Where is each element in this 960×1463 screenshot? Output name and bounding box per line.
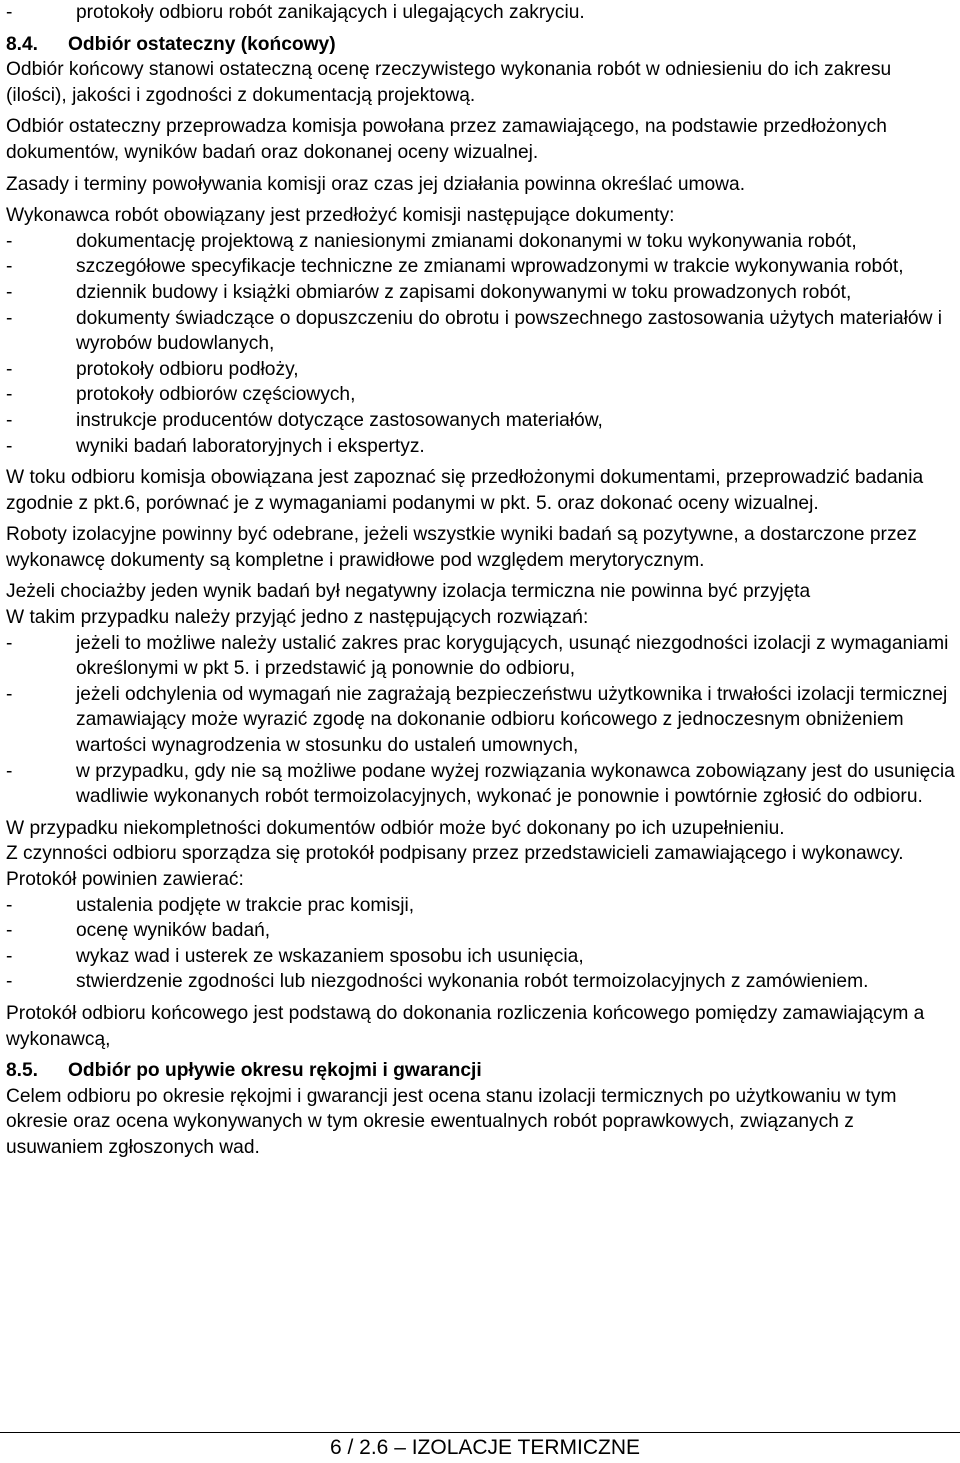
list-item-text: ustalenia podjęte w trakcie prac komisji, xyxy=(76,894,415,916)
list-item-text: dokumenty świadczące o dopuszczeniu do obrotu i powszechnego zastosowania użytych materiałów i wyrobów budowlanych, xyxy=(76,307,943,355)
paragraph: Roboty izolacyjne powinny być odebrane, jeżeli wszystkie wyniki badań są pozytywne, a dostarczone przez wykonawcę dokumenty są kompletne i prawidłowe pod względem merytorycznym. xyxy=(6,524,917,571)
list-dash: - xyxy=(6,632,13,654)
list-item-text: w przypadku, gdy nie są możliwe podane wyżej rozwiązania wykonawca zobowiązany jest do usunięcia wadliwie wykonanych robót termoizolacyjnych, wykonać je ponownie i powtórnie zgłosić do odbioru. xyxy=(76,760,955,808)
list-dash: - xyxy=(6,307,13,329)
section-heading-8-4 xyxy=(6,32,956,58)
list-item-text: wykaz wad i usterek ze wskazaniem sposobu ich usunięcia, xyxy=(76,945,584,967)
list-item xyxy=(6,434,956,460)
list-item-text: szczegółowe specyfikacje techniczne ze zmianami wprowadzonymi w trakcie wykonywania robót, xyxy=(76,256,904,278)
list-item xyxy=(6,229,956,255)
section-number: 8.5. xyxy=(6,1060,39,1082)
list-item-text: jeżeli odchylenia od wymagań nie zagrażają bezpieczeństwu użytkownika i trwałości izolacji termicznej zamawiający może wyrazić zgodę na dokonanie odbioru końcowego z jednoczesnym obniżeniem wartości wynagrodzenia w stosunku do ustaleń umownych, xyxy=(76,683,948,757)
list-item xyxy=(6,382,956,408)
list-item xyxy=(6,306,956,357)
paragraph: Wykonawca robót obowiązany jest przedłożyć komisji następujące dokumenty: xyxy=(6,205,675,227)
section-title: Odbiór ostateczny (końcowy) xyxy=(68,33,336,55)
list-item xyxy=(6,893,956,919)
list-item-text: wyniki badań laboratoryjnych i ekspertyz. xyxy=(76,435,425,457)
paragraph: W takim przypadku należy przyjąć jedno z następujących rozwiązań: xyxy=(6,607,589,629)
list-dash: - xyxy=(6,409,13,431)
section-heading-8-5 xyxy=(6,1058,956,1084)
list-dash: - xyxy=(6,683,13,705)
protocol-list xyxy=(6,893,956,995)
footer-text: 6 / 2.6 – IZOLACJE TERMICZNE xyxy=(329,1436,641,1459)
list-dash: - xyxy=(6,894,13,916)
list-dash: - xyxy=(6,945,13,967)
list-item xyxy=(6,759,956,810)
paragraph: Z czynności odbioru sporządza się protokół podpisany przez przedstawicieli zamawiającego i wykonawcy. xyxy=(6,843,904,865)
list-item xyxy=(6,918,956,944)
list-dash: - xyxy=(6,281,13,303)
documents-list xyxy=(6,229,956,459)
document-page xyxy=(6,0,956,1161)
paragraph: Zasady i terminy powoływania komisji oraz czas jej działania powinna określać umowa. xyxy=(6,173,746,195)
list-dash: - xyxy=(6,230,13,252)
list-dash: - xyxy=(6,920,13,942)
paragraph: Odbiór końcowy stanowi ostateczną ocenę rzeczywistego wykonania robót w odniesieniu do ich zakresu (ilości), jakości i zgodności z dokumentacją projektową. xyxy=(6,59,892,106)
list-item xyxy=(6,969,956,995)
list-item-text: dokumentację projektową z naniesionymi zmianami dokonanymi w toku wykonywania robót, xyxy=(76,230,857,252)
paragraph: Celem odbioru po okresie rękojmi i gwarancji jest ocena stanu izolacji termicznych po użytkowaniu w tym okresie oraz ocena wykonywanych w tym okresie ewentualnych robót poprawkowych, związanych z usuwaniem zgłoszonych wad. xyxy=(6,1085,897,1158)
solutions-list xyxy=(6,631,956,810)
paragraph: Protokół odbioru końcowego jest podstawą do dokonania rozliczenia końcowego pomiędzy zamawiającym a wykonawcą, xyxy=(6,1002,925,1050)
list-dash: - xyxy=(6,435,13,457)
list-dash: - xyxy=(6,760,13,782)
list-item xyxy=(6,682,956,759)
list-item-text: ocenę wyników badań, xyxy=(76,920,271,942)
list-dash: - xyxy=(6,358,13,380)
list-item-text: instrukcje producentów dotyczące zastosowanych materiałów, xyxy=(76,409,603,431)
list-item-text: stwierdzenie zgodności lub niezgodności wykonania robót termoizolacyjnych z zamówieniem. xyxy=(76,971,869,993)
paragraph: W toku odbioru komisja obowiązana jest zapoznać się przedłożonymi dokumentami, przeprowadzić badania zgodnie z pkt.6, porównać je z wymaganiami podanymi w pkt. 5. oraz dokonać oceny wizualnej. xyxy=(6,467,924,514)
list-item-text: protokoły odbioru podłoży, xyxy=(76,358,299,380)
paragraph: W przypadku niekompletności dokumentów odbiór może być dokonany po ich uzupełnieniu. xyxy=(6,817,785,839)
list-item xyxy=(6,631,956,682)
list-item-text: protokoły odbiorów częściowych, xyxy=(76,384,356,406)
list-item xyxy=(6,0,956,26)
paragraph: Protokół powinien zawierać: xyxy=(6,869,244,890)
paragraph: Odbiór ostateczny przeprowadza komisja powołana przez zamawiającego, na podstawie przedłożonych dokumentów, wyników badań oraz dokonanej oceny wizualnej. xyxy=(6,116,887,163)
list-item-text: jeżeli to możliwe należy ustalić zakres prac korygujących, usunąć niezgodności izolacji z wymaganiami określonymi w pkt 5. i przedstawić ją ponownie do odbioru, xyxy=(76,632,949,680)
list-dash: - xyxy=(6,2,13,23)
list-item-text: dziennik budowy i książki obmiarów z zapisami dokonywanymi w toku prowadzonych robót, xyxy=(76,281,852,303)
section-title: Odbiór po upływie okresu rękojmi i gwarancji xyxy=(68,1060,482,1082)
list-dash: - xyxy=(6,256,13,278)
list-item xyxy=(6,408,956,434)
list-item xyxy=(6,280,956,306)
section-number: 8.4. xyxy=(6,33,39,55)
list-dash: - xyxy=(6,971,13,993)
list-item xyxy=(6,357,956,383)
list-item xyxy=(6,254,956,280)
list-item xyxy=(6,944,956,970)
list-dash: - xyxy=(6,384,13,406)
paragraph: Jeżeli chociażby jeden wynik badań był negatywny izolacja termiczna nie powinna być przyjęta xyxy=(6,581,811,603)
page-footer xyxy=(0,1432,960,1463)
list-item-text: protokoły odbioru robót zanikających i ulegających zakryciu. xyxy=(76,2,585,23)
